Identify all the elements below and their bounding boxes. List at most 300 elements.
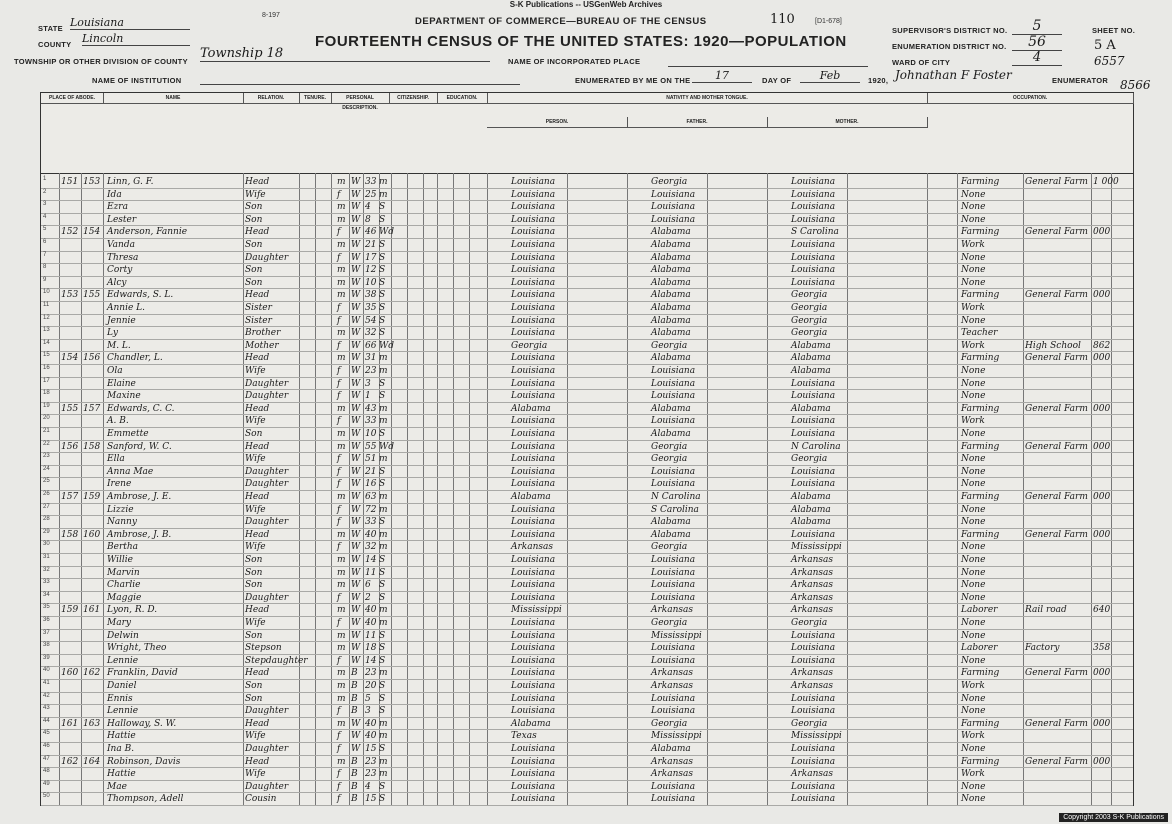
form-number: 8-197 <box>262 12 280 19</box>
cell-birth: Louisiana <box>511 391 556 402</box>
cell-n: 3 <box>43 201 47 208</box>
column-line <box>81 173 82 805</box>
cell-age: 72 <box>365 504 377 515</box>
cell-rel: Head <box>245 290 270 301</box>
cell-race: W <box>351 403 361 414</box>
cell-occ: None <box>961 454 986 465</box>
group-name: NAME <box>103 93 244 104</box>
column-line <box>927 173 928 805</box>
cell-sex: f <box>337 744 341 754</box>
cell-race: W <box>351 718 361 729</box>
cell-occ: None <box>961 781 986 792</box>
cell-ind: General Farm <box>1025 403 1088 414</box>
cell-occ: Farming <box>961 290 1000 301</box>
cell-sex: m <box>337 630 346 641</box>
cell-fbirth: Mississippi <box>651 630 702 641</box>
cell-rel: Cousin <box>245 794 277 805</box>
cell-mbirth: Louisiana <box>791 277 836 288</box>
cell-rel: Son <box>245 693 263 704</box>
group-occupation: OCCUPATION. <box>927 93 1134 104</box>
cell-name: Emmette <box>107 429 149 439</box>
cell-mbirth: Louisiana <box>791 429 836 439</box>
cell-age: 35 <box>365 303 377 313</box>
cell-name: Elaine <box>107 378 136 389</box>
cell-name: Ezra <box>107 202 128 213</box>
column-line <box>437 173 438 805</box>
cell-ms: S <box>379 555 386 565</box>
cell-rel: Son <box>245 580 263 591</box>
cell-ms: S <box>379 303 386 313</box>
cell-rel: Son <box>245 429 263 439</box>
cell-sex: f <box>337 504 341 515</box>
cell-birth: Louisiana <box>511 202 556 213</box>
cell-birth: Louisiana <box>511 214 556 225</box>
cell-n: 44 <box>43 717 50 724</box>
enumerated-month: Feb <box>800 69 860 83</box>
cell-name: Edwards, S. L. <box>107 290 174 301</box>
cell-ms: S <box>379 315 386 326</box>
cell-age: 3 <box>365 378 371 389</box>
cell-sex: f <box>337 391 341 402</box>
cell-ind: General Farm <box>1025 290 1088 301</box>
cell-birth: Louisiana <box>511 580 556 591</box>
cell-mbirth: Arkansas <box>791 681 834 691</box>
cell-rel: Daughter <box>245 378 289 389</box>
cell-occ: None <box>961 706 986 717</box>
cell-name: Robinson, Davis <box>107 756 181 767</box>
cell-age: 66 <box>365 340 377 351</box>
cell-rel: Wife <box>245 731 266 742</box>
cell-sex: m <box>337 693 346 704</box>
cell-age: 63 <box>365 492 377 502</box>
cell-sex: m <box>337 529 346 540</box>
cell-birth: Louisiana <box>511 315 556 326</box>
cell-name: Annie L. <box>107 303 145 313</box>
cell-fam: 153 <box>83 177 101 187</box>
institution-label: NAME OF INSTITUTION <box>92 76 182 85</box>
cell-mbirth: Alabama <box>791 517 831 528</box>
cell-age: 23 <box>365 756 377 767</box>
cell-birth: Mississippi <box>511 605 562 616</box>
column-line <box>59 173 60 805</box>
cell-age: 21 <box>365 466 377 477</box>
township-label: TOWNSHIP OR OTHER DIVISION OF COUNTY <box>14 57 188 66</box>
cell-rel: Son <box>245 681 263 691</box>
cell-n: 25 <box>43 478 50 485</box>
cell-fbirth: Louisiana <box>651 214 696 225</box>
cell-n: 30 <box>43 541 50 548</box>
cell-birth: Louisiana <box>511 592 556 603</box>
cell-race: B <box>351 794 358 805</box>
cell-fam: 161 <box>83 605 101 616</box>
cell-occ: Work <box>961 416 985 427</box>
cell-n: 47 <box>43 755 50 762</box>
cell-name: Ina B. <box>107 744 135 754</box>
cell-sex: f <box>337 769 341 780</box>
cell-rel: Head <box>245 668 270 679</box>
cell-ms: S <box>379 240 386 250</box>
sheet-alt-value: 6557 <box>1094 54 1125 68</box>
cell-mbirth: Louisiana <box>791 202 836 213</box>
cell-fbirth: Louisiana <box>651 366 696 376</box>
cell-mbirth: Arkansas <box>791 592 834 603</box>
cell-occ: None <box>961 618 986 628</box>
cell-fbirth: Alabama <box>651 303 691 313</box>
cell-occ: Farming <box>961 668 1000 679</box>
cell-birth: Louisiana <box>511 794 556 805</box>
cell-race: W <box>351 240 361 250</box>
cell-fbirth: Georgia <box>651 454 688 465</box>
cell-mbirth: Alabama <box>791 504 831 515</box>
cell-occ: None <box>961 265 986 276</box>
cell-n: 9 <box>43 276 47 283</box>
cell-occ: Farming <box>961 441 1000 452</box>
cell-age: 11 <box>365 630 377 641</box>
cell-mbirth: Alabama <box>791 492 831 502</box>
cell-dw: 153 <box>61 290 79 301</box>
cell-sex: m <box>337 681 346 691</box>
cell-birth: Louisiana <box>511 681 556 691</box>
column-line <box>243 173 244 805</box>
cell-occ: Laborer <box>961 605 998 616</box>
cell-mbirth: Louisiana <box>791 529 836 540</box>
cell-n: 23 <box>43 453 50 460</box>
cell-mbirth: Georgia <box>791 303 828 313</box>
cell-rel: Wife <box>245 189 266 200</box>
cell-n: 12 <box>43 314 50 321</box>
group-person: PERSON. <box>487 117 628 128</box>
cell-n: 48 <box>43 768 50 775</box>
cell-race: W <box>351 303 361 313</box>
cell-mbirth: Louisiana <box>791 391 836 402</box>
cell-name: Thresa <box>107 252 139 263</box>
cell-fbirth: Louisiana <box>651 567 696 578</box>
cell-race: W <box>351 492 361 502</box>
cell-mbirth: Alabama <box>791 353 831 364</box>
cell-race: B <box>351 693 358 704</box>
cell-fbirth: Alabama <box>651 227 691 238</box>
cell-race: W <box>351 227 361 238</box>
cell-name: Irene <box>107 479 132 490</box>
cell-fbirth: Louisiana <box>651 693 696 704</box>
cell-fbirth: Louisiana <box>651 555 696 565</box>
cell-sex: m <box>337 265 346 276</box>
cell-sex: m <box>337 202 346 213</box>
cell-n: 6 <box>43 239 47 245</box>
cell-rel: Daughter <box>245 252 289 263</box>
cell-fbirth: Georgia <box>651 542 688 553</box>
cell-fbirth: Louisiana <box>651 189 696 200</box>
cell-fbirth: Louisiana <box>651 580 696 591</box>
cell-race: W <box>351 479 361 490</box>
cell-rel: Wife <box>245 366 266 376</box>
cell-name: Linn, G. F. <box>107 177 154 187</box>
cell-mbirth: Alabama <box>791 340 831 351</box>
cell-name: Halloway, S. W. <box>107 718 177 729</box>
cell-birth: Louisiana <box>511 756 556 767</box>
cell-mbirth: Georgia <box>791 328 828 339</box>
cell-sex: m <box>337 214 346 225</box>
cell-age: 6 <box>365 580 371 591</box>
cell-n: 33 <box>43 579 50 586</box>
cell-fbirth: Alabama <box>651 290 691 301</box>
cell-sex: m <box>337 492 346 502</box>
cell-birth: Alabama <box>511 718 551 729</box>
cell-ind: High School <box>1025 340 1081 351</box>
cell-n: 22 <box>43 440 50 447</box>
cell-n: 43 <box>43 705 50 712</box>
cell-race: W <box>351 618 361 628</box>
cell-race: W <box>351 643 361 654</box>
cell-ms: m <box>379 618 388 628</box>
group-personal: PERSONAL DESCRIPTION. <box>331 93 390 104</box>
cell-race: W <box>351 378 361 389</box>
cell-n: 42 <box>43 692 50 699</box>
cell-ms: Wd <box>379 227 395 238</box>
cell-name: Sanford, W. C. <box>107 441 172 452</box>
cell-ind: General Farm <box>1025 353 1088 364</box>
cell-ms: m <box>379 416 388 427</box>
cell-rel: Son <box>245 567 263 578</box>
cell-birth: Louisiana <box>511 378 556 389</box>
cell-ms: m <box>379 542 388 553</box>
cell-name: Hattie <box>107 731 136 742</box>
cell-ms: m <box>379 403 388 414</box>
group-nativity: NATIVITY AND MOTHER TONGUE. <box>487 93 928 104</box>
cell-age: 12 <box>365 265 377 276</box>
cell-rel: Head <box>245 353 270 364</box>
cell-mbirth: Arkansas <box>791 605 834 616</box>
cell-mbirth: Arkansas <box>791 769 834 780</box>
cell-mbirth: Louisiana <box>791 265 836 276</box>
cell-mbirth: Alabama <box>791 366 831 376</box>
cell-birth: Louisiana <box>511 454 556 465</box>
cell-n: 26 <box>43 491 50 497</box>
cell-n: 35 <box>43 604 50 611</box>
enumerated-day: 17 <box>692 69 752 83</box>
cell-n: 14 <box>43 339 50 346</box>
census-grid <box>40 92 1134 806</box>
cell-rel: Daughter <box>245 479 289 490</box>
cell-birth: Louisiana <box>511 618 556 628</box>
cell-birth: Arkansas <box>511 542 554 553</box>
cell-occ: Farming <box>961 492 1000 502</box>
cell-rel: Mother <box>245 340 279 351</box>
cell-rel: Sister <box>245 315 272 326</box>
cell-fbirth: Georgia <box>651 618 688 628</box>
cell-birth: Louisiana <box>511 744 556 754</box>
cell-sex: f <box>337 655 341 666</box>
cell-name: Lester <box>107 214 137 225</box>
cell-fbirth: Louisiana <box>651 479 696 490</box>
cell-name: Marvin <box>107 567 140 578</box>
cell-occ: None <box>961 466 986 477</box>
state-label: STATE <box>38 24 63 33</box>
cell-occ: None <box>961 542 986 553</box>
column-line <box>407 173 408 805</box>
cell-age: 55 <box>365 441 377 452</box>
cell-occ: Laborer <box>961 643 998 654</box>
cell-right: 640 <box>1093 605 1111 616</box>
cell-fbirth: Alabama <box>651 429 691 439</box>
year-label: 1920, <box>868 76 889 85</box>
cell-n: 17 <box>43 377 50 384</box>
cell-age: 11 <box>365 567 377 578</box>
cell-occ: None <box>961 794 986 805</box>
cell-right: 000 <box>1093 718 1111 729</box>
cell-ms: S <box>379 655 386 666</box>
cell-right: 000 <box>1093 492 1111 502</box>
cell-mbirth: Louisiana <box>791 252 836 263</box>
cell-ms: S <box>379 681 386 691</box>
cell-right: 000 <box>1093 529 1111 540</box>
cell-race: W <box>351 555 361 565</box>
group-father: FATHER. <box>627 117 768 128</box>
cell-rel: Wife <box>245 542 266 553</box>
cell-sex: f <box>337 416 341 427</box>
cell-age: 43 <box>365 403 377 414</box>
cell-age: 46 <box>365 227 377 238</box>
cell-race: W <box>351 744 361 754</box>
cell-race: W <box>351 454 361 465</box>
cell-fbirth: Alabama <box>651 277 691 288</box>
cell-race: W <box>351 252 361 263</box>
cell-occ: None <box>961 189 986 200</box>
cell-fbirth: Louisiana <box>651 655 696 666</box>
cell-sex: m <box>337 605 346 616</box>
cell-ms: m <box>379 769 388 780</box>
cell-n: 49 <box>43 780 50 787</box>
cell-ms: S <box>379 391 386 402</box>
cell-dw: 161 <box>61 718 79 729</box>
cell-ms: S <box>379 744 386 754</box>
cell-n: 34 <box>43 591 50 598</box>
cell-rel: Son <box>245 214 263 225</box>
cell-race: W <box>351 655 361 666</box>
group-education: EDUCATION. <box>437 93 488 104</box>
cell-ms: S <box>379 592 386 603</box>
cell-name: Nanny <box>107 517 137 528</box>
cell-right: 000 <box>1093 227 1111 238</box>
day-of-label: DAY OF <box>762 76 792 85</box>
sheet-value: 5 A <box>1094 38 1116 53</box>
cell-fbirth: Louisiana <box>651 592 696 603</box>
column-line <box>469 173 470 805</box>
cell-n: 38 <box>43 642 50 649</box>
cell-ind: Rail road <box>1025 605 1067 616</box>
cell-n: 15 <box>43 352 50 359</box>
cell-name: Vanda <box>107 240 135 250</box>
cell-occ: None <box>961 744 986 754</box>
cell-age: 10 <box>365 429 377 439</box>
cell-mbirth: Mississippi <box>791 542 842 553</box>
cell-race: W <box>351 567 361 578</box>
cell-birth: Louisiana <box>511 479 556 490</box>
cell-race: W <box>351 429 361 439</box>
cell-mbirth: Georgia <box>791 618 828 628</box>
cell-name: Chandler, L. <box>107 353 163 364</box>
cell-sex: f <box>337 454 341 465</box>
cell-rel: Daughter <box>245 781 289 792</box>
cell-sex: f <box>337 794 341 805</box>
cell-n: 4 <box>43 213 47 220</box>
column-line <box>957 173 958 805</box>
cell-fbirth: Alabama <box>651 403 691 414</box>
cell-fbirth: Alabama <box>651 328 691 339</box>
cell-ms: S <box>379 429 386 439</box>
cell-mbirth: Arkansas <box>791 567 834 578</box>
cell-occ: Farming <box>961 177 1000 187</box>
cell-ms: m <box>379 605 388 616</box>
cell-birth: Louisiana <box>511 706 556 717</box>
cell-ind: General Farm <box>1025 668 1088 679</box>
cell-rel: Sister <box>245 303 272 313</box>
cell-race: W <box>351 366 361 376</box>
cell-sex: m <box>337 441 346 452</box>
county-label: COUNTY <box>38 40 72 49</box>
cell-name: Ella <box>107 454 125 465</box>
cell-name: Jennie <box>107 315 136 326</box>
cell-rel: Stepson <box>245 643 282 654</box>
cell-ms: S <box>379 479 386 490</box>
publisher-line: S-K Publications -- USGenWeb Archives <box>509 0 663 9</box>
cell-dw: 158 <box>61 529 79 540</box>
cell-mbirth: Louisiana <box>791 655 836 666</box>
cell-mbirth: Louisiana <box>791 643 836 654</box>
cell-occ: None <box>961 693 986 704</box>
cell-right: 000 <box>1093 353 1111 364</box>
cell-birth: Louisiana <box>511 416 556 427</box>
cell-mbirth: S Carolina <box>791 227 839 238</box>
cell-ms: S <box>379 781 386 792</box>
cell-occ: None <box>961 391 986 402</box>
cell-rel: Daughter <box>245 517 289 528</box>
cell-fbirth: Louisiana <box>651 781 696 792</box>
cell-ms: S <box>379 328 386 339</box>
cell-dw: 157 <box>61 492 79 502</box>
cell-sex: f <box>337 781 341 792</box>
cell-birth: Louisiana <box>511 265 556 276</box>
cell-mbirth: Arkansas <box>791 555 834 565</box>
cell-mbirth: Louisiana <box>791 744 836 754</box>
cell-name: Wright, Theo <box>107 643 167 654</box>
cell-birth: Louisiana <box>511 517 556 528</box>
cell-fam: 163 <box>83 718 101 729</box>
supervisor-value: 5 <box>1012 18 1062 35</box>
cell-name: Mae <box>107 781 127 792</box>
cell-rel: Wife <box>245 769 266 780</box>
cell-sex: m <box>337 668 346 679</box>
cell-age: 5 <box>365 693 371 704</box>
cell-race: W <box>351 504 361 515</box>
cell-right: 358 <box>1093 643 1111 654</box>
cell-sex: f <box>337 252 341 263</box>
cell-fam: 164 <box>83 756 101 767</box>
cell-fbirth: Louisiana <box>651 378 696 389</box>
cell-age: 23 <box>365 668 377 679</box>
cell-ms: m <box>379 731 388 742</box>
cell-right: 000 <box>1093 668 1111 679</box>
cell-occ: None <box>961 214 986 225</box>
cell-sex: f <box>337 479 341 490</box>
cell-fbirth: Alabama <box>651 252 691 263</box>
cell-ms: m <box>379 177 388 187</box>
column-line <box>767 173 768 805</box>
cell-occ: None <box>961 277 986 288</box>
enumerator-label: ENUMERATOR <box>1052 76 1109 85</box>
cell-mbirth: Georgia <box>791 290 828 301</box>
cell-age: 51 <box>365 454 377 465</box>
